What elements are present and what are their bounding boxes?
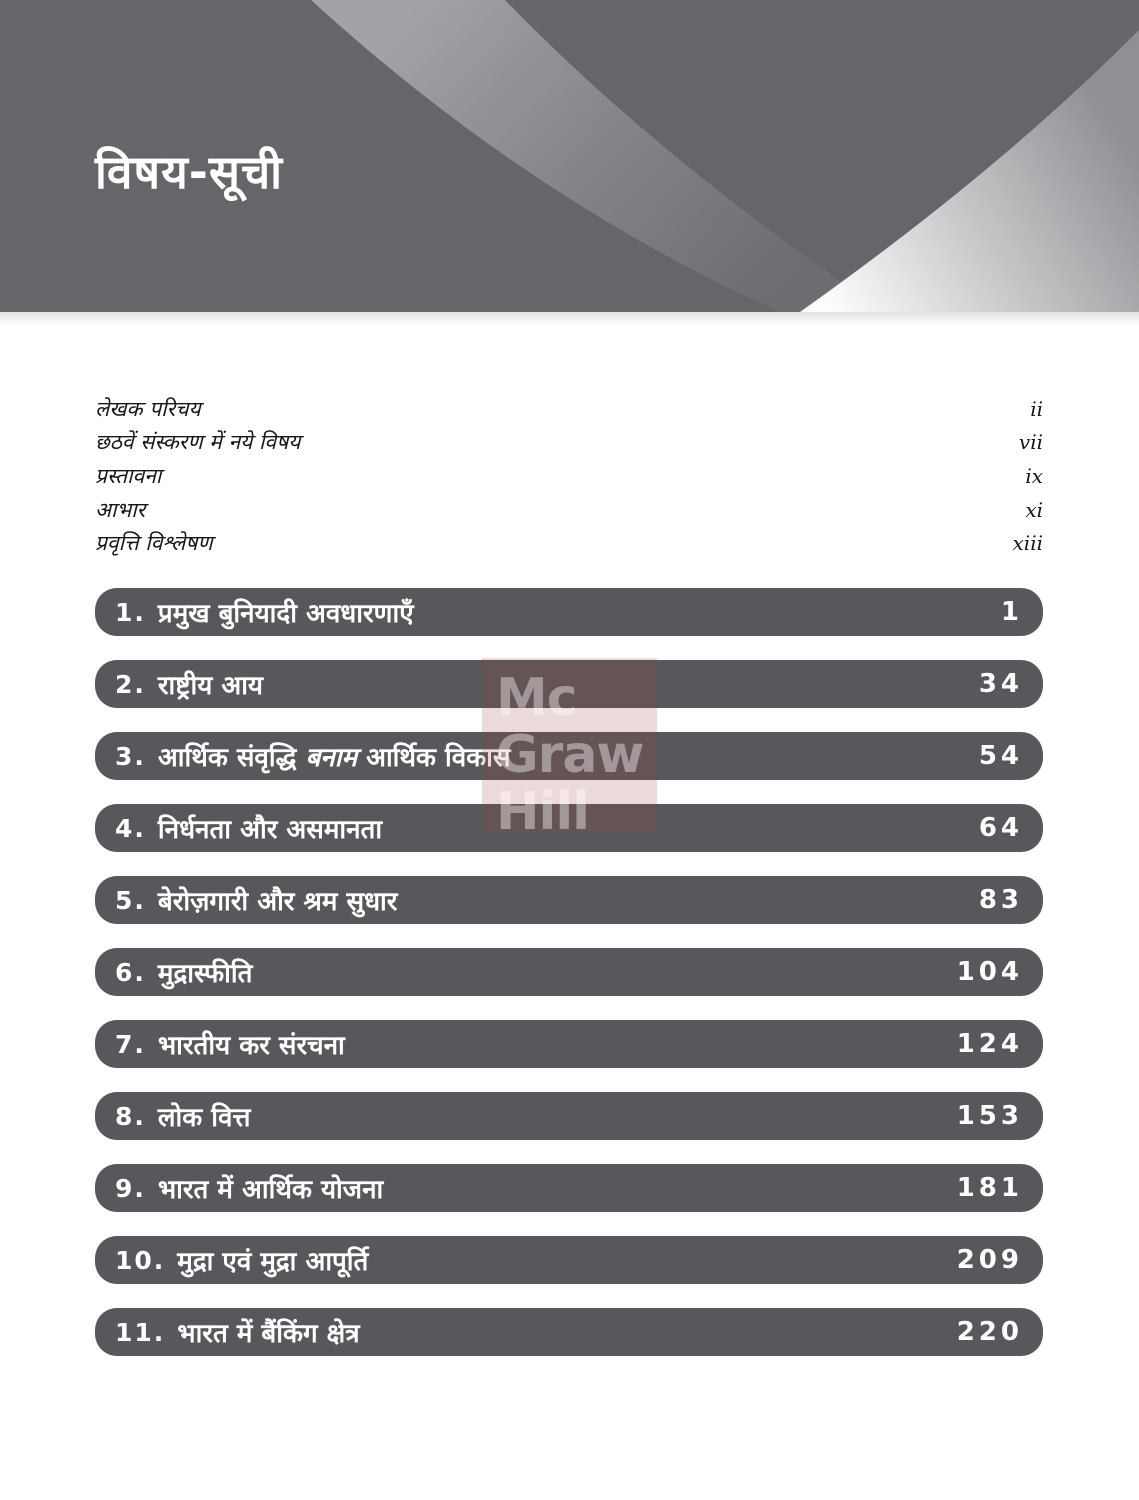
chapter-row-3 <box>95 732 1043 780</box>
chapter-title <box>158 954 253 990</box>
chapter-row-7 <box>95 1020 1043 1068</box>
chapter-row-8 <box>95 1092 1043 1140</box>
chapter-row-9 <box>95 1164 1043 1212</box>
chapter-heading <box>115 954 252 990</box>
chapter-page-number: 124 <box>956 1029 1023 1059</box>
chapter-number: 1. <box>115 597 146 627</box>
chapter-page-number: 64 <box>978 813 1023 843</box>
front-matter-page-number: xiii <box>1012 531 1043 556</box>
front-matter-row <box>95 526 1043 560</box>
chapter-title-text: राष्ट्रीय आय <box>157 671 263 701</box>
front-matter-label: आभार <box>95 497 146 522</box>
chapter-row-4 <box>95 804 1043 852</box>
chapter-number: 3. <box>115 741 146 771</box>
front-matter-label: छठवें संस्करण में नये विषय <box>95 430 301 455</box>
front-matter-page-number: vii <box>1018 430 1043 455</box>
chapter-page-number: 34 <box>978 669 1023 699</box>
front-matter-page-number: xi <box>1025 497 1043 522</box>
chapter-page-number: 1 <box>1000 597 1023 627</box>
header-banner <box>0 0 1139 312</box>
chapter-title <box>177 1314 359 1350</box>
chapter-number: 7. <box>115 1029 146 1059</box>
chapter-title-text: मुद्रा एवं मुद्रा आपूर्ति <box>177 1247 369 1277</box>
chapter-title-text: लोक वित्त <box>157 1103 251 1133</box>
front-matter-row <box>95 493 1043 527</box>
front-matter-list <box>95 392 1043 560</box>
chapter-title-text: आर्थिक संवृद्धि <box>157 743 306 773</box>
chapter-row-6 <box>95 948 1043 996</box>
front-matter-row <box>95 426 1043 460</box>
chapter-heading <box>115 1170 383 1206</box>
chapter-heading <box>115 594 414 630</box>
chapter-title <box>158 882 398 918</box>
chapter-title-text: भारत में बैंकिंग क्षेत्र <box>177 1319 360 1349</box>
chapter-page-number: 209 <box>956 1245 1023 1275</box>
chapter-page-number: 83 <box>978 885 1023 915</box>
chapter-heading <box>115 1242 368 1278</box>
chapter-title-text: प्रमुख बुनियादी अवधारणाएँ <box>157 599 414 629</box>
chapter-title-text: भारत में आर्थिक योजना <box>157 1175 384 1205</box>
chapter-number: 6. <box>115 957 146 987</box>
chapter-row-11 <box>95 1308 1043 1356</box>
chapter-number: 4. <box>115 813 146 843</box>
chapter-title-text: मुद्रास्फीति <box>157 959 253 989</box>
front-matter-row <box>95 459 1043 493</box>
front-matter-row <box>95 392 1043 426</box>
watermark-line: Hill <box>496 782 589 842</box>
chapter-title <box>158 1098 251 1134</box>
chapter-number: 8. <box>115 1101 146 1131</box>
chapter-row-10 <box>95 1236 1043 1284</box>
chapter-heading <box>115 882 397 918</box>
chapter-title <box>158 810 382 846</box>
chapter-title-text: आर्थिक विकास <box>357 743 511 773</box>
chapter-page-number: 104 <box>956 957 1023 987</box>
chapter-title-text: निर्धनता और असमानता <box>157 815 383 845</box>
chapter-row-5 <box>95 876 1043 924</box>
chapter-number: 2. <box>115 669 146 699</box>
chapter-number: 11. <box>115 1317 166 1347</box>
chapter-heading <box>115 1314 360 1350</box>
chapter-page-number: 153 <box>956 1101 1023 1131</box>
chapter-page-number: 54 <box>978 741 1023 771</box>
front-matter-label: लेखक परिचय <box>95 396 201 421</box>
front-matter-page-number: ii <box>1030 396 1043 421</box>
watermark-line: Mc <box>496 668 577 728</box>
chapter-row-2 <box>95 660 1043 708</box>
chapter-heading <box>115 1026 345 1062</box>
chapter-title-text: भारतीय कर संरचना <box>157 1031 345 1061</box>
chapter-heading <box>115 1098 250 1134</box>
chapter-number: 9. <box>115 1173 146 1203</box>
chapter-heading <box>115 666 263 702</box>
page-title: विषय-सूची <box>95 145 284 199</box>
chapter-heading <box>115 738 510 774</box>
front-matter-label: प्रवृत्ति विश्लेषण <box>95 531 213 556</box>
chapter-title-text: बेरोज़गारी और श्रम सुधार <box>157 887 398 917</box>
front-matter-label: प्रस्तावना <box>95 463 162 488</box>
chapter-heading <box>115 810 382 846</box>
chapter-page-number: 181 <box>956 1173 1023 1203</box>
front-matter-page-number: ix <box>1025 463 1043 488</box>
chapter-title <box>158 666 263 702</box>
chapter-page-number: 220 <box>956 1317 1023 1347</box>
chapter-number: 10. <box>115 1245 166 1275</box>
banner-bottom-shadow <box>0 312 1139 326</box>
chapter-number: 5. <box>115 885 146 915</box>
chapter-title-emphasis: बनाम <box>305 743 358 773</box>
chapter-title <box>158 738 511 774</box>
chapter-title <box>158 1026 345 1062</box>
chapter-title <box>158 1170 383 1206</box>
chapter-title <box>158 594 414 630</box>
watermark-line: Graw <box>496 725 644 785</box>
chapter-list <box>95 588 1043 1380</box>
chapter-title <box>177 1242 368 1278</box>
chapter-row-1 <box>95 588 1043 636</box>
